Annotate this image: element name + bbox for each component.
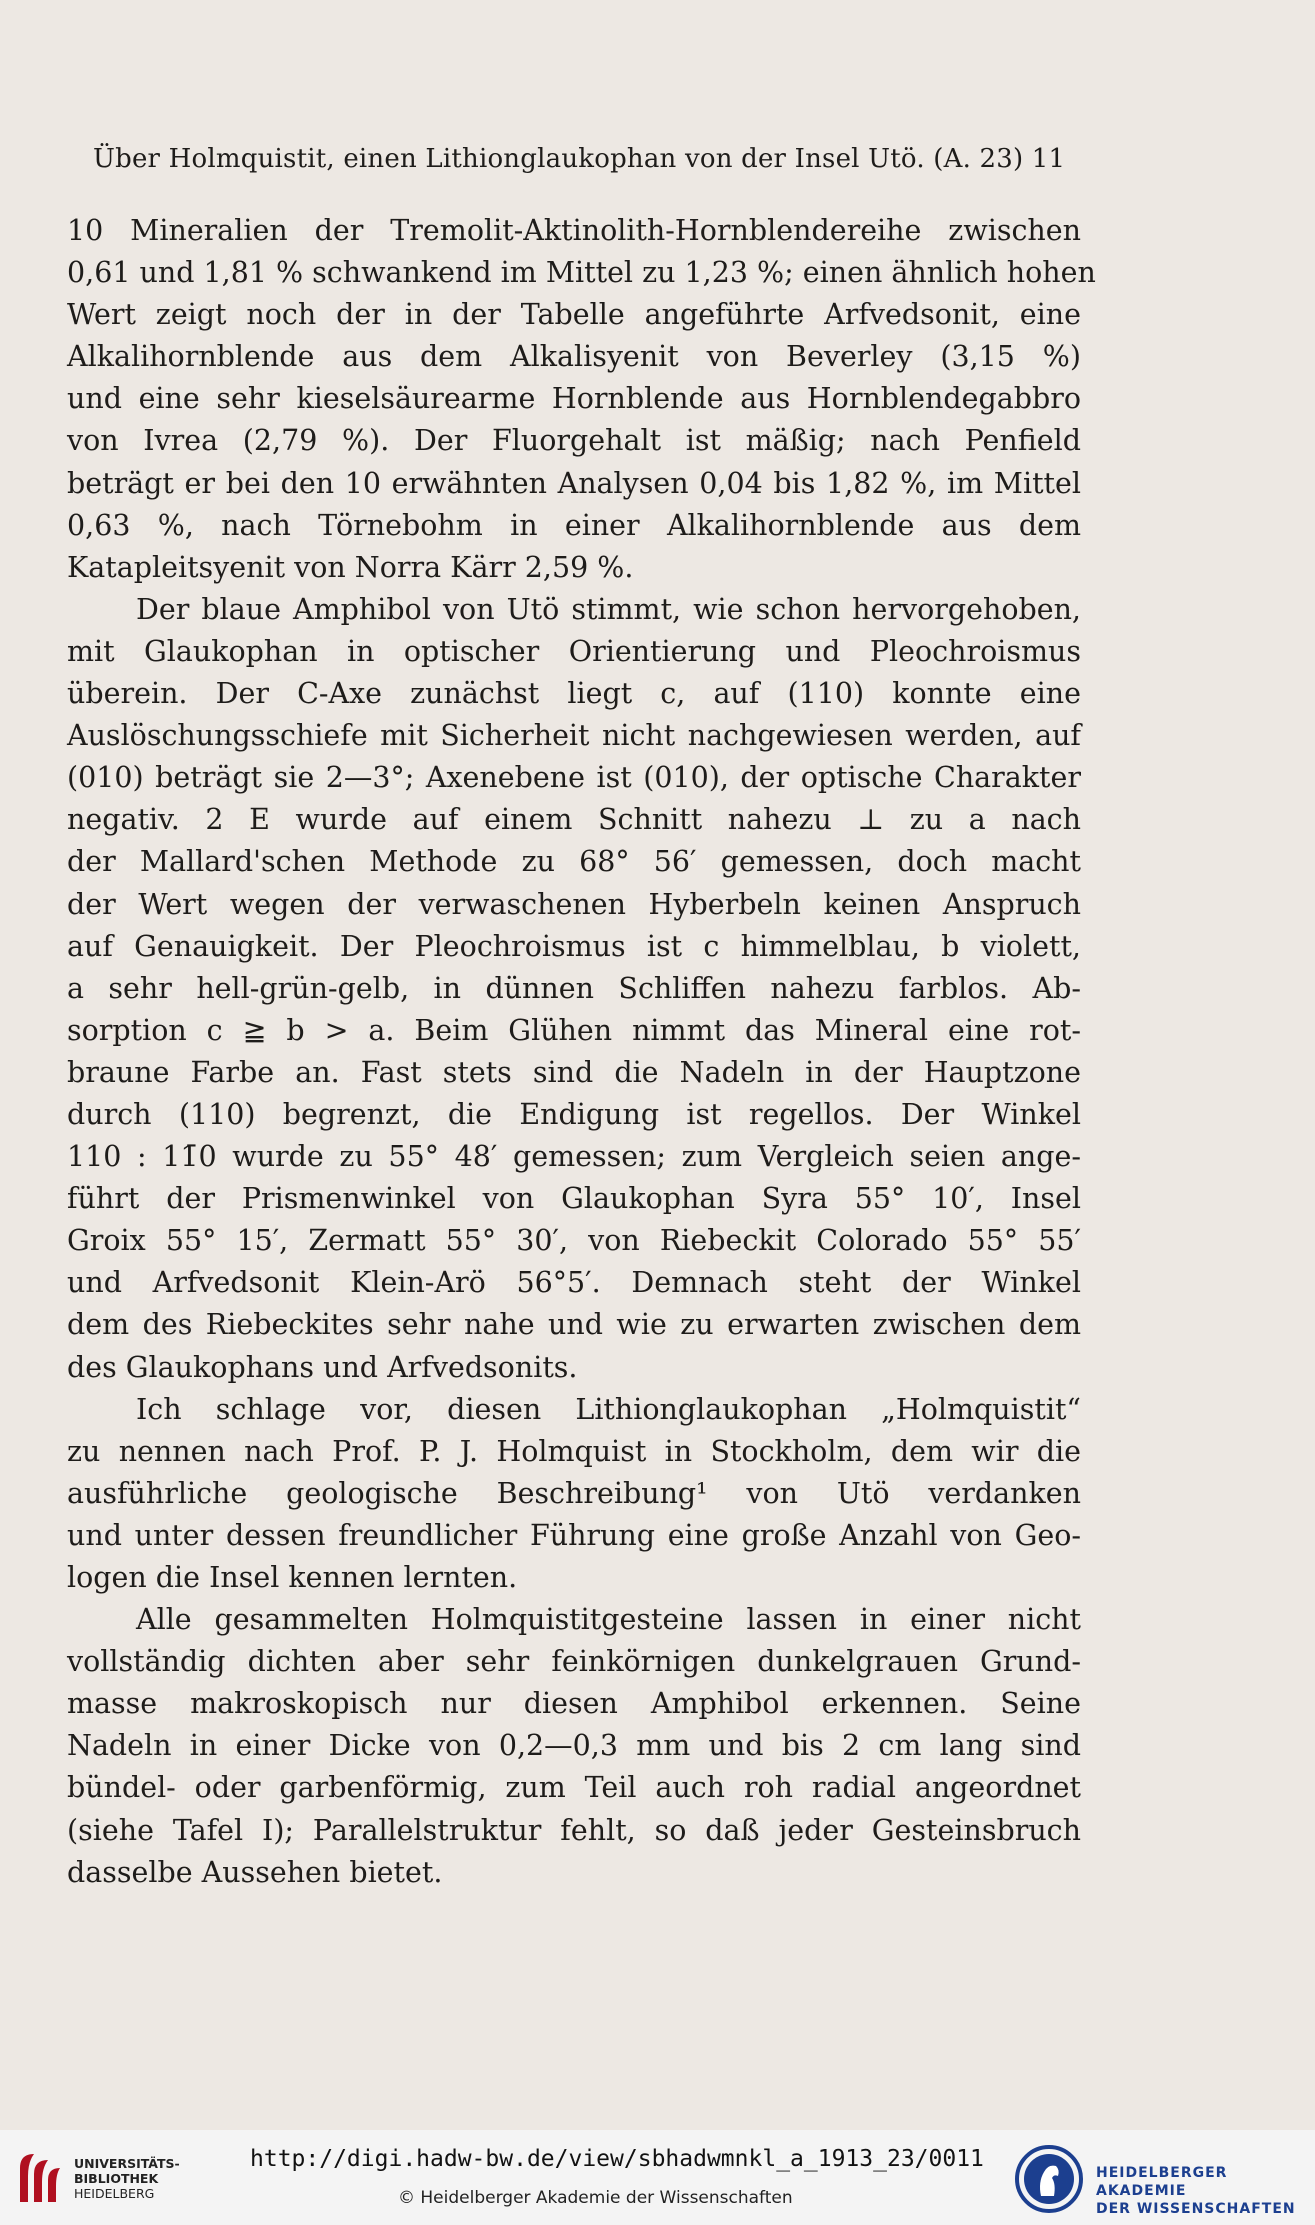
library-name-line-2: BIBLIOTHEK [74, 2171, 159, 2186]
text-line: Alkalihornblende aus dem Alkalisyenit von Beverley (3,15 %) [67, 340, 1081, 374]
academy-name-line-1: HEIDELBERGER AKADEMIE [1096, 2165, 1228, 2199]
university-library-logo[interactable] [14, 2148, 180, 2208]
body-text [67, 210, 1096, 1894]
text-line: zu nennen nach Prof. P. J. Holmquist in Stockholm, dem wir die [67, 1434, 1081, 1468]
text-line: führt der Prismenwinkel von Glaukophan Syra 55° 10′, Insel [67, 1182, 1081, 1216]
text-line: Groix 55° 15′, Zermatt 55° 30′, von Riebeckit Colorado 55° 55′ [67, 1224, 1081, 1258]
text-line: und Arfvedsonit Klein-Arö 56°5′. Demnach steht der Winkel [67, 1266, 1081, 1300]
text-line: masse makroskopisch nur diesen Amphibol erkennen. Seine [67, 1687, 1081, 1721]
text-line: negativ. 2 E wurde auf einem Schnitt nahezu ⊥ zu a nach [67, 803, 1081, 837]
text-line: dem des Riebeckites sehr nahe und wie zu erwarten zwischen dem [67, 1308, 1081, 1342]
text-line: und unter dessen freundlicher Führung eine große Anzahl von Geo- [67, 1518, 1081, 1552]
running-head: Über Holmquistit, einen Lithionglaukophan von der Insel Utö. (A. 23) 11 [93, 144, 1066, 174]
text-line: 0,61 und 1,81 % schwankend im Mittel zu 1,23 %; einen ähnlich hohen [67, 256, 1096, 290]
text-line: logen die Insel kennen lernten. [67, 1561, 518, 1594]
text-line: Auslöschungsschiefe mit Sicherheit nicht nachgewiesen werden, auf [67, 719, 1081, 753]
text-line: (010) beträgt sie 2—3°; Axenebene ist (010), der optische Charakter [67, 761, 1081, 795]
text-line: überein. Der C-Axe zunächst liegt c, auf (110) konnte eine [67, 677, 1081, 711]
text-line: Der blaue Amphibol von Utö stimmt, wie schon hervorgehoben, [136, 592, 1081, 626]
text-line: 110 : 11̄0 wurde zu 55° 48′ gemessen; zum Vergleich seien ange- [67, 1140, 1081, 1174]
library-name-line-3: HEIDELBERG [74, 2186, 155, 2201]
text-line: der Mallard'schen Methode zu 68° 56′ gemessen, doch macht [67, 845, 1081, 879]
text-line: durch (110) begrenzt, die Endigung ist regellos. Der Winkel [67, 1097, 1081, 1131]
text-line: 0,63 %, nach Törnebohm in einer Alkalihornblende aus dem [67, 508, 1081, 542]
text-line: bündel- oder garbenförmig, zum Teil auch roh radial angeordnet [67, 1771, 1081, 1805]
text-line: Ich schlage vor, diesen Lithionglaukophan „Holmquistit“ [136, 1392, 1081, 1426]
text-line: Katapleitsyenit von Norra Kärr 2,59 %. [67, 550, 634, 584]
text-line: Nadeln in einer Dicke von 0,2—0,3 mm und bis 2 cm lang sind [67, 1729, 1081, 1763]
library-name-line-1: UNIVERSITÄTS- [74, 2156, 180, 2171]
text-line: des Glaukophans und Arfvedsonits. [67, 1350, 578, 1384]
text-line: vollständig dichten aber sehr feinkörnigen dunkelgrauen Grund- [67, 1645, 1081, 1679]
academy-name-line-2: DER WISSENSCHAFTEN [1096, 2201, 1296, 2217]
permalink-url[interactable]: http://digi.hadw-bw.de/view/sbhadwmnkl_a_1913_23/0011 [250, 2146, 984, 2172]
text-line: und eine sehr kieselsäurearme Hornblende aus Hornblendegabbro [67, 382, 1081, 416]
academy-seal-icon [1014, 2144, 1084, 2214]
text-line: 10 Mineralien der Tremolit-Aktinolith-Hornblendereihe zwischen [67, 214, 1081, 247]
text-line: sorption c ≧ b > a. Beim Glühen nimmt das Mineral eine rot- [67, 1013, 1081, 1047]
text-line: dasselbe Aussehen bietet. [67, 1855, 443, 1889]
text-line: von Ivrea (2,79 %). Der Fluorgehalt ist mäßig; nach Penfield [67, 424, 1081, 458]
copyright-notice: © Heidelberger Akademie der Wissenschaften [398, 2188, 793, 2208]
text-line: ausführliche geologische Beschreibung¹ von Utö verdanken [67, 1476, 1081, 1510]
text-line: beträgt er bei den 10 erwähnten Analysen 0,04 bis 1,82 %, im Mittel [67, 466, 1081, 500]
academy-logo[interactable] [1014, 2144, 1304, 2217]
footer-bar [0, 2130, 1315, 2225]
library-logo-icon [14, 2148, 64, 2208]
text-line: Wert zeigt noch der in der Tabelle angeführte Arfvedsonit, eine [67, 298, 1081, 332]
text-line: auf Genauigkeit. Der Pleochroismus ist c himmelblau, b violett, [67, 929, 1081, 963]
text-line: der Wert wegen der verwaschenen Hyberbeln keinen Anspruch [67, 887, 1081, 921]
text-line: braune Farbe an. Fast stets sind die Nadeln in der Hauptzone [67, 1055, 1081, 1089]
text-line: a sehr hell-grün-gelb, in dünnen Schliffen nahezu farblos. Ab- [67, 971, 1081, 1005]
text-line: mit Glaukophan in optischer Orientierung und Pleochroismus [67, 634, 1081, 668]
text-line: (siehe Tafel I); Parallelstruktur fehlt, so daß jeder Gesteinsbruch [67, 1813, 1081, 1847]
text-line: Alle gesammelten Holmquistitgesteine lassen in einer nicht [136, 1603, 1081, 1637]
